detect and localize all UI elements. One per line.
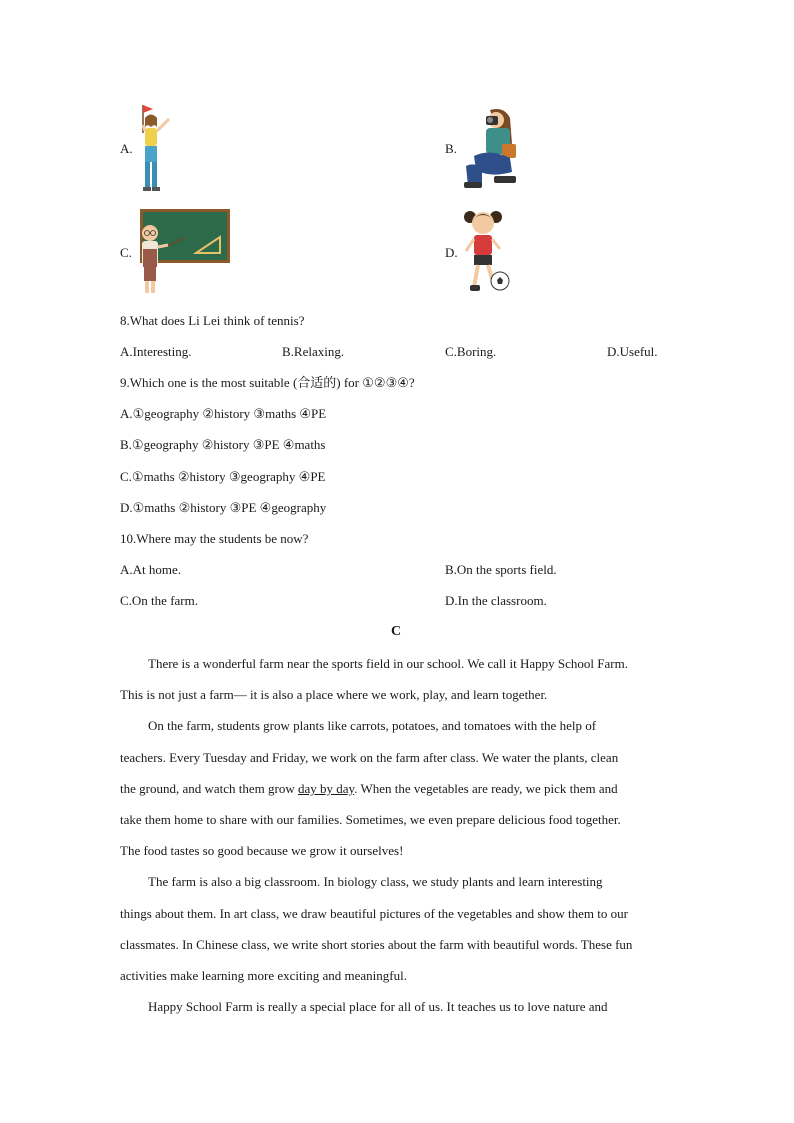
passage-line: things about them. In art class, we draw beautiful pictures of the vegetables and show them to our: [120, 905, 628, 921]
photographer-kneeling-icon: [460, 104, 522, 197]
passage-line: take them home to share with our families. Sometimes, we even prepare delicious food together.: [120, 811, 621, 827]
passage-line: [120, 781, 680, 812]
passage-line: classmates. In Chinese class, we write short stories about the farm with beautiful words. These fun: [120, 936, 633, 952]
passage-line: The farm is also a big classroom. In biology class, we study plants and learn interesting: [148, 874, 603, 890]
passage-text: . When the vegetables are ready, we pick them and: [354, 780, 618, 796]
q9-option-a[interactable]: A.①geography ②history ③maths ④PE: [120, 406, 327, 421]
passage-line: On the farm, students grow plants like carrots, potatoes, and tomatoes with the help of: [148, 718, 597, 734]
passage-c: [120, 656, 680, 1030]
underlined-phrase: day by day: [297, 780, 355, 796]
q7-option-a-label: A.: [120, 141, 133, 156]
q7-option-c-label: C.: [120, 245, 132, 260]
passage-line: teachers. Every Tuesday and Friday, we work on the farm after class. We water the plants, clean: [120, 749, 619, 765]
section-c-heading: C: [391, 624, 402, 639]
passage-line: Happy School Farm is really a special place for all of us. It teaches us to love nature and: [148, 999, 608, 1015]
q10-option-b[interactable]: B.On the sports field.: [445, 562, 557, 577]
q10-option-d[interactable]: D.In the classroom.: [445, 593, 547, 608]
q9-option-d[interactable]: D.①maths ②history ③PE ④geography: [120, 500, 327, 515]
passage-text: the ground, and watch them grow: [120, 780, 298, 796]
q7-option-b-label: B.: [445, 141, 457, 156]
passage-line: activities make learning more exciting and meaningful.: [120, 967, 407, 983]
q9-option-c[interactable]: C.①maths ②history ③geography ④PE: [120, 469, 326, 484]
q10-question: 10.Where may the students be now?: [120, 531, 309, 546]
tour-guide-with-flag-icon: [133, 103, 177, 198]
q8-option-a[interactable]: A.Interesting.: [120, 344, 192, 359]
q8-option-c[interactable]: C.Boring.: [445, 344, 497, 359]
q10-option-c[interactable]: C.On the farm.: [120, 593, 198, 608]
q9-question: 9.Which one is the most suitable (合适的) for ①②③④?: [120, 375, 415, 390]
q7-option-d-label: D.: [445, 245, 458, 260]
passage-line: The food tastes so good because we grow it ourselves!: [120, 843, 404, 859]
q8-option-b[interactable]: B.Relaxing.: [282, 344, 345, 359]
q8-question: 8.What does Li Lei think of tennis?: [120, 313, 305, 328]
teacher-at-blackboard-icon: [136, 207, 232, 302]
passage-line: There is a wonderful farm near the sports field in our school. We call it Happy School Farm.: [148, 656, 628, 671]
girl-playing-football-icon: [462, 207, 512, 300]
passage-line: This is not just a farm— it is also a place where we work, play, and learn together.: [120, 687, 548, 703]
q8-option-d[interactable]: D.Useful.: [607, 344, 658, 359]
q9-option-b[interactable]: B.①geography ②history ③PE ④maths: [120, 437, 326, 452]
q10-option-a[interactable]: A.At home.: [120, 562, 182, 577]
